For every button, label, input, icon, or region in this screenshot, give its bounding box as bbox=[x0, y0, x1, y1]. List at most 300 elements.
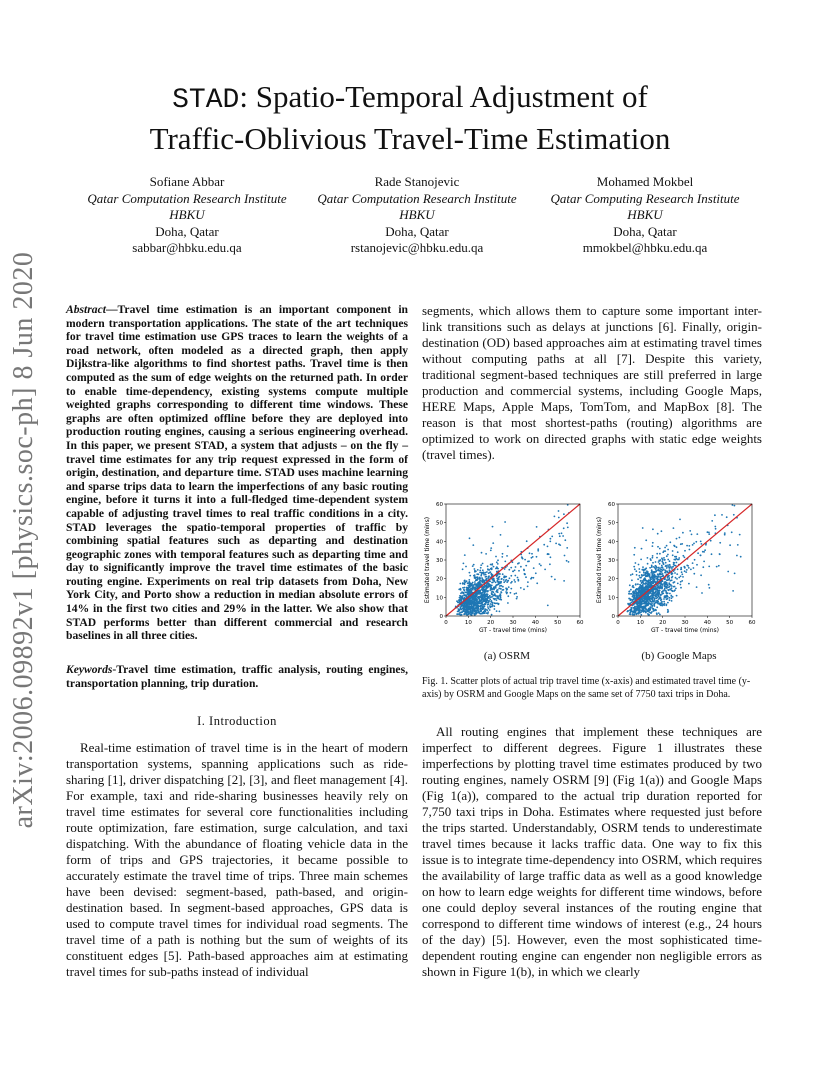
data-point bbox=[680, 567, 682, 569]
data-point bbox=[648, 593, 650, 595]
data-point bbox=[652, 605, 654, 607]
data-point bbox=[701, 543, 703, 545]
data-point bbox=[647, 573, 649, 575]
data-point bbox=[493, 589, 495, 591]
data-point bbox=[646, 570, 648, 572]
data-point bbox=[479, 599, 481, 601]
data-point bbox=[727, 571, 729, 573]
data-point bbox=[490, 596, 492, 598]
data-point bbox=[483, 574, 485, 576]
data-point bbox=[737, 544, 739, 546]
data-point bbox=[638, 568, 640, 570]
data-point bbox=[487, 611, 489, 613]
data-point bbox=[471, 599, 473, 601]
data-point bbox=[644, 578, 646, 580]
data-point bbox=[656, 570, 658, 572]
keywords-text: -Travel time estimation, traffic analysis, routing engines, transportation planning, trip duration. bbox=[66, 663, 408, 690]
data-point bbox=[702, 566, 704, 568]
data-point bbox=[558, 510, 560, 512]
data-point bbox=[513, 579, 515, 581]
data-point bbox=[664, 586, 666, 588]
data-point bbox=[663, 557, 665, 559]
data-point bbox=[700, 574, 702, 576]
data-point bbox=[674, 565, 676, 567]
data-point bbox=[652, 576, 654, 578]
data-point bbox=[496, 584, 498, 586]
data-point bbox=[496, 571, 498, 573]
data-point bbox=[484, 601, 486, 603]
data-point bbox=[496, 610, 498, 612]
data-point bbox=[657, 574, 659, 576]
data-point bbox=[650, 576, 652, 578]
data-point bbox=[487, 606, 489, 608]
diagonal-line bbox=[618, 504, 752, 616]
data-point bbox=[500, 588, 502, 590]
data-point bbox=[645, 567, 647, 569]
data-point bbox=[666, 555, 668, 557]
data-point bbox=[525, 576, 527, 578]
data-point bbox=[670, 595, 672, 597]
data-point bbox=[647, 603, 649, 605]
data-point bbox=[456, 600, 458, 602]
data-point bbox=[461, 611, 463, 613]
data-point bbox=[733, 514, 735, 516]
data-point bbox=[514, 569, 516, 571]
data-point bbox=[669, 593, 671, 595]
data-point bbox=[465, 566, 467, 568]
data-point bbox=[473, 605, 475, 607]
data-point bbox=[644, 604, 646, 606]
data-point bbox=[645, 585, 647, 587]
data-point bbox=[630, 593, 632, 595]
intro-left-column bbox=[66, 740, 408, 980]
data-point bbox=[664, 595, 666, 597]
data-point bbox=[467, 582, 469, 584]
data-point bbox=[479, 582, 481, 584]
data-point bbox=[635, 562, 637, 564]
data-point bbox=[685, 571, 687, 573]
data-point bbox=[551, 536, 553, 538]
data-point bbox=[516, 598, 518, 600]
data-point bbox=[694, 559, 696, 561]
data-point bbox=[697, 552, 699, 554]
data-point bbox=[662, 592, 664, 594]
data-point bbox=[686, 569, 688, 571]
y-tick-label: 10 bbox=[436, 595, 443, 602]
data-point bbox=[630, 589, 632, 591]
data-point bbox=[695, 541, 697, 543]
data-point bbox=[693, 543, 695, 545]
data-point bbox=[491, 606, 493, 608]
data-point bbox=[708, 532, 710, 534]
data-point bbox=[696, 564, 698, 566]
data-point bbox=[491, 563, 493, 565]
data-point bbox=[652, 562, 654, 564]
data-point bbox=[657, 600, 659, 602]
data-point bbox=[458, 589, 460, 591]
data-point bbox=[475, 610, 477, 612]
data-point bbox=[642, 586, 644, 588]
data-point bbox=[489, 599, 491, 601]
data-point bbox=[677, 583, 679, 585]
data-point bbox=[462, 582, 464, 584]
data-point bbox=[651, 598, 653, 600]
data-point bbox=[463, 613, 465, 615]
y-tick-label: 20 bbox=[436, 576, 443, 583]
data-point bbox=[488, 596, 490, 598]
data-point bbox=[480, 564, 482, 566]
data-point bbox=[634, 547, 636, 549]
data-point bbox=[667, 598, 669, 600]
plot-points bbox=[627, 504, 742, 616]
data-point bbox=[500, 534, 502, 536]
data-point bbox=[517, 563, 519, 565]
data-point bbox=[652, 557, 654, 559]
title-line1: : Spatio-Temporal Adjustment of bbox=[239, 79, 648, 114]
data-point bbox=[489, 589, 491, 591]
author-email[interactable]: rstanojevic@hbku.edu.qa bbox=[350, 240, 484, 255]
data-point bbox=[463, 590, 465, 592]
data-point bbox=[630, 607, 632, 609]
data-point bbox=[506, 581, 508, 583]
data-point bbox=[663, 598, 665, 600]
data-point bbox=[482, 607, 484, 609]
data-point bbox=[554, 579, 556, 581]
data-point bbox=[640, 559, 642, 561]
data-point bbox=[478, 597, 480, 599]
data-point bbox=[667, 609, 669, 611]
data-point bbox=[634, 597, 636, 599]
data-point bbox=[682, 555, 684, 557]
data-point bbox=[708, 566, 710, 568]
data-point bbox=[487, 604, 489, 606]
data-point bbox=[495, 595, 497, 597]
data-point bbox=[666, 545, 668, 547]
data-point bbox=[566, 547, 568, 549]
data-point bbox=[667, 559, 669, 561]
data-point bbox=[464, 554, 466, 556]
data-point bbox=[664, 572, 666, 574]
data-point bbox=[674, 581, 676, 583]
data-point bbox=[665, 565, 667, 567]
data-point bbox=[656, 598, 658, 600]
data-point bbox=[663, 563, 665, 565]
y-tick-label: 20 bbox=[608, 576, 615, 583]
data-point bbox=[523, 570, 525, 572]
data-point bbox=[673, 562, 675, 564]
data-point bbox=[483, 611, 485, 613]
title-acronym: STAD bbox=[172, 85, 240, 116]
data-point bbox=[459, 595, 461, 597]
x-tick-label: 20 bbox=[487, 620, 495, 626]
x-axis-label: GT - travel time (mins) bbox=[479, 627, 547, 634]
data-point bbox=[633, 587, 635, 589]
data-point bbox=[462, 592, 464, 594]
data-point bbox=[649, 586, 651, 588]
scatter-plot-google bbox=[594, 496, 764, 644]
data-point bbox=[629, 613, 631, 615]
data-point bbox=[651, 585, 653, 587]
data-point bbox=[691, 534, 693, 536]
data-point bbox=[487, 565, 489, 567]
data-point bbox=[649, 580, 651, 582]
data-point bbox=[734, 573, 736, 575]
data-point bbox=[686, 545, 688, 547]
data-point bbox=[645, 596, 647, 598]
data-point bbox=[631, 579, 633, 581]
data-point bbox=[631, 602, 633, 604]
data-point bbox=[645, 576, 647, 578]
data-point bbox=[512, 570, 514, 572]
x-tick-label: 50 bbox=[726, 620, 734, 626]
data-point bbox=[678, 577, 680, 579]
data-point bbox=[676, 578, 678, 580]
data-point bbox=[491, 603, 493, 605]
data-point bbox=[516, 596, 518, 598]
abstract bbox=[66, 303, 408, 643]
data-point bbox=[655, 565, 657, 567]
data-point bbox=[649, 608, 651, 610]
data-point bbox=[547, 553, 549, 555]
data-point bbox=[471, 611, 473, 613]
data-point bbox=[661, 565, 663, 567]
data-point bbox=[640, 614, 642, 616]
data-point bbox=[659, 548, 661, 550]
data-point bbox=[628, 593, 630, 595]
data-point bbox=[667, 554, 669, 556]
data-point bbox=[653, 604, 655, 606]
x-tick-label: 40 bbox=[531, 620, 539, 626]
data-point bbox=[678, 557, 680, 559]
data-point bbox=[736, 555, 738, 557]
author-affiliation: Qatar Computation Research Institute bbox=[87, 190, 287, 206]
data-point bbox=[479, 570, 481, 572]
y-tick-label: 30 bbox=[436, 558, 443, 564]
right-column-top: segments, which allows them to capture some important inter-link transitions such as delays at junctions [6]. Finally, origin-destination (OD) based approaches aim at estimating travel times without computing paths at all [7]. Despite this variety, traditional segment-based techniques are still preferred in large production and commercial systems, including Google Maps, HERE Maps, Apple Maps, TomTom, and MapBox [8]. The reason is that most shortest-paths (routing) algorithms are optimized to work on directed graphs with static edge weights (travel times). bbox=[422, 303, 762, 462]
data-point bbox=[650, 558, 652, 560]
y-tick-label: 0 bbox=[439, 614, 443, 620]
data-point bbox=[566, 522, 568, 524]
data-point bbox=[501, 556, 503, 558]
data-point bbox=[664, 547, 666, 549]
data-point bbox=[505, 580, 507, 582]
data-point bbox=[663, 590, 665, 592]
data-point bbox=[633, 554, 635, 556]
data-point bbox=[640, 580, 642, 582]
y-tick-label: 10 bbox=[608, 595, 615, 602]
data-point bbox=[645, 582, 647, 584]
data-point bbox=[536, 526, 538, 528]
data-point bbox=[653, 581, 655, 583]
data-point bbox=[492, 526, 494, 528]
data-point bbox=[531, 577, 533, 579]
data-point bbox=[484, 604, 486, 606]
data-point bbox=[655, 610, 657, 612]
data-point bbox=[491, 591, 493, 593]
data-point bbox=[656, 553, 658, 555]
data-point bbox=[656, 591, 658, 593]
data-point bbox=[563, 580, 565, 582]
data-point bbox=[665, 581, 667, 583]
data-point bbox=[468, 600, 470, 602]
data-point bbox=[681, 543, 683, 545]
data-point bbox=[711, 520, 713, 522]
author-email[interactable]: mmokbel@hbku.edu.qa bbox=[582, 240, 708, 255]
data-point bbox=[679, 537, 681, 539]
data-point bbox=[473, 601, 475, 603]
data-point bbox=[566, 560, 568, 562]
data-point bbox=[656, 613, 658, 615]
data-point bbox=[527, 581, 529, 583]
data-point bbox=[508, 586, 510, 588]
data-point bbox=[637, 583, 639, 585]
data-point bbox=[652, 578, 654, 580]
data-point bbox=[467, 588, 469, 590]
data-point bbox=[464, 595, 466, 597]
data-point bbox=[525, 565, 527, 567]
data-point bbox=[663, 601, 665, 603]
data-point bbox=[650, 585, 652, 587]
data-point bbox=[490, 601, 492, 603]
data-point bbox=[472, 565, 474, 567]
data-point bbox=[485, 595, 487, 597]
data-point bbox=[528, 560, 530, 562]
data-point bbox=[499, 593, 501, 595]
data-point bbox=[465, 581, 467, 583]
data-point bbox=[485, 599, 487, 601]
data-point bbox=[650, 581, 652, 583]
data-point bbox=[666, 586, 668, 588]
data-point bbox=[505, 576, 507, 578]
data-point bbox=[680, 587, 682, 589]
data-point bbox=[507, 595, 509, 597]
x-tick-label: 30 bbox=[509, 620, 517, 626]
data-point bbox=[518, 580, 520, 582]
data-point bbox=[495, 556, 497, 558]
data-point bbox=[485, 585, 487, 587]
data-point bbox=[672, 576, 674, 578]
data-point bbox=[458, 608, 460, 610]
data-point bbox=[666, 595, 668, 597]
data-point bbox=[483, 579, 485, 581]
data-point bbox=[474, 613, 476, 615]
data-point bbox=[662, 559, 664, 561]
data-point bbox=[651, 596, 653, 598]
x-tick-label: 0 bbox=[444, 620, 448, 626]
data-point bbox=[496, 599, 498, 601]
data-point bbox=[669, 564, 671, 566]
data-point bbox=[536, 556, 538, 558]
data-point bbox=[471, 606, 473, 608]
data-point bbox=[464, 603, 466, 605]
data-point bbox=[638, 590, 640, 592]
data-point bbox=[682, 532, 684, 534]
data-point bbox=[540, 565, 542, 567]
data-point bbox=[658, 590, 660, 592]
data-point bbox=[510, 592, 512, 594]
data-point bbox=[501, 592, 503, 594]
data-point bbox=[644, 603, 646, 605]
data-point bbox=[662, 551, 664, 553]
data-point bbox=[469, 572, 471, 574]
data-point bbox=[704, 549, 706, 551]
data-point bbox=[479, 577, 481, 579]
data-point bbox=[642, 527, 644, 529]
data-point bbox=[526, 540, 528, 542]
data-point bbox=[559, 535, 561, 537]
data-point bbox=[630, 574, 632, 576]
data-point bbox=[497, 596, 499, 598]
data-point bbox=[643, 572, 645, 574]
paragraph: Real-time estimation of travel time is in the heart of modern transportation systems, spanning applications such as ride-sharing [1], driver dispatching [2], [3], and fleet management [4]. For example, taxi and ride-sharing businesses heavily rely on travel time estimates for several core functionalities including route optimization, fare estimation, surge calculation, and taxi dispatching. With the abundance of floating vehicle data in the form of trips and GPS trajectories, it became possible to accurately estimate the travel time of trips. Three main schemes have been devised: segment-based, path-based, and origin-destination based. In segment-based approaches, GPS data is used to compute travel times for individual road segments. The travel time of a path is nothing but the sum of weights of its constituent edges [5]. Path-based approaches aim at estimating travel times for sub-paths instead of individual bbox=[66, 740, 408, 979]
data-point bbox=[523, 588, 525, 590]
data-point bbox=[684, 556, 686, 558]
data-point bbox=[470, 587, 472, 589]
data-point bbox=[514, 581, 516, 583]
data-point bbox=[667, 566, 669, 568]
data-point bbox=[478, 605, 480, 607]
data-point bbox=[637, 588, 639, 590]
data-point bbox=[498, 581, 500, 583]
data-point bbox=[663, 604, 665, 606]
data-point bbox=[729, 544, 731, 546]
data-point bbox=[647, 610, 649, 612]
data-point bbox=[474, 604, 476, 606]
data-point bbox=[496, 589, 498, 591]
data-point bbox=[636, 595, 638, 597]
data-point bbox=[483, 612, 485, 614]
data-point bbox=[469, 582, 471, 584]
data-point bbox=[635, 610, 637, 612]
x-tick-label: 0 bbox=[616, 620, 620, 626]
author-email[interactable]: sabbar@hbku.edu.qa bbox=[132, 240, 242, 255]
data-point bbox=[480, 606, 482, 608]
section-heading: I. Introduction bbox=[197, 714, 277, 728]
y-tick-label: 30 bbox=[608, 558, 615, 564]
data-point bbox=[641, 548, 643, 550]
diagonal-line bbox=[446, 504, 580, 616]
data-point bbox=[629, 590, 631, 592]
data-point bbox=[660, 567, 662, 569]
data-point bbox=[527, 586, 529, 588]
data-point bbox=[461, 608, 463, 610]
data-point bbox=[502, 586, 504, 588]
data-point bbox=[642, 566, 644, 568]
paper-title bbox=[60, 78, 760, 158]
data-point bbox=[484, 581, 486, 583]
data-point bbox=[489, 609, 491, 611]
data-point bbox=[642, 608, 644, 610]
data-point bbox=[496, 566, 498, 568]
data-point bbox=[547, 546, 549, 548]
data-point bbox=[632, 573, 634, 575]
data-point bbox=[665, 562, 667, 564]
data-point bbox=[474, 570, 476, 572]
data-point bbox=[658, 595, 660, 597]
data-point bbox=[502, 573, 504, 575]
data-point bbox=[474, 577, 476, 579]
data-point bbox=[489, 569, 491, 571]
data-point bbox=[563, 527, 565, 529]
data-point bbox=[479, 602, 481, 604]
data-point bbox=[652, 545, 654, 547]
author-org: HBKU bbox=[627, 207, 663, 222]
data-point bbox=[463, 580, 465, 582]
data-point bbox=[488, 600, 490, 602]
data-point bbox=[467, 585, 469, 587]
data-point bbox=[667, 579, 669, 581]
data-point bbox=[632, 585, 634, 587]
